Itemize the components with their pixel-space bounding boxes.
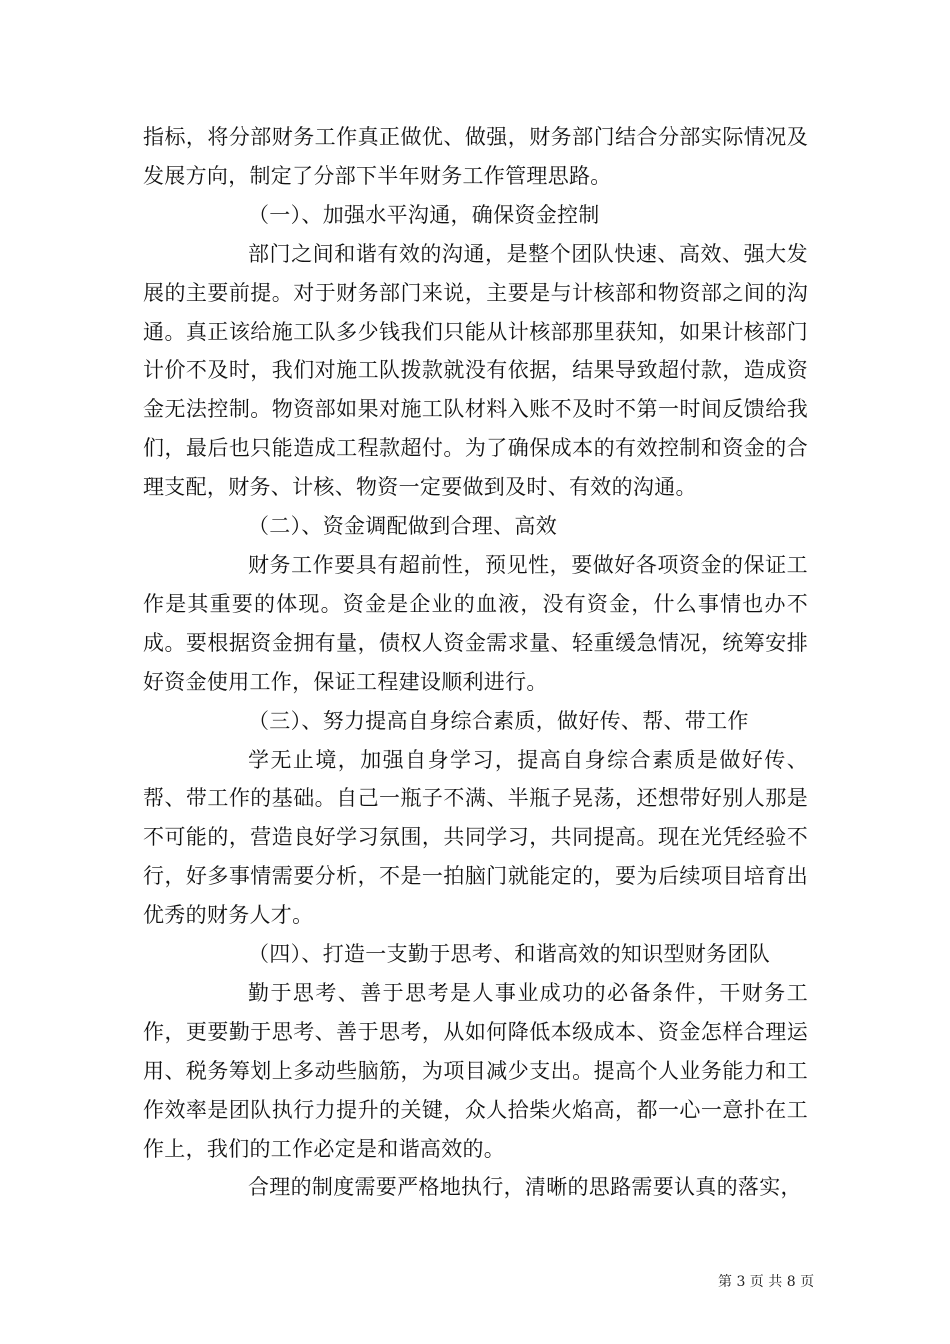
paragraph-self-improvement: 学无止境，加强自身学习，提高自身综合素质是做好传、帮、带工作的基础。自己一瓶子不满、半瓶子晃荡，还想带好别人那是不可能的，营造良好学习氛围，共同学习，共同提高。现在光凭经验不行，好多事情需要分析，不是一拍脑门就能定的，要为后续项目培育出优秀的财务人才。 [143, 747, 808, 928]
section-heading-4: （四）、打造一支勤于思考、和谐高效的知识型财务团队 [248, 942, 770, 967]
paragraph-communication: 部门之间和谐有效的沟通，是整个团队快速、高效、强大发展的主要前提。对于财务部门来说，主要是与计核部和物资部之间的沟通。真正该给施工队多少钱我们只能从计核部那里获知，如果计核部门计价不及时，我们对施工队拨款就没有依据，结果导致超付款，造成资金无法控制。物资部如果对施工队材料入账不及时不第一时间反馈给我们，最后也只能造成工程款超付。为了确保成本的有效控制和资金的合理支配，财务、计核、物资一定要做到及时、有效的沟通。 [143, 241, 808, 500]
section-heading-2: （二）、资金调配做到合理、高效 [248, 514, 557, 539]
page-number-footer: 第 3 页 共 8 页 [718, 1274, 815, 1290]
paragraph-team-building: 勤于思考、善于思考是人事业成功的必备条件，干财务工作，更要勤于思考、善于思考，从如何降低本级成本、资金怎样合理运用、税务筹划上多动些脑筋，为项目减少支出。提高个人业务能力和工作效率是团队执行力提升的关键，众人拾柴火焰高，都一心一意扑在工作上，我们的工作必定是和谐高效的。 [143, 980, 808, 1161]
document-body [143, 118, 808, 1207]
paragraph-implementation: 合理的制度需要严格地执行，清晰的思路需要认真的落实， [248, 1175, 802, 1200]
paragraph-fund-allocation: 财务工作要具有超前性，预见性，要做好各项资金的保证工作是其重要的体现。资金是企业的血液，没有资金，什么事情也办不成。要根据资金拥有量，债权人资金需求量、轻重缓急情况，统筹安排好资金使用工作，保证工程建设顺利进行。 [143, 552, 808, 694]
section-heading-1: （一）、加强水平沟通，确保资金控制 [248, 202, 600, 227]
paragraph-continuation: 指标，将分部财务工作真正做优、做强，财务部门结合分部实际情况及发展方向，制定了分部下半年财务工作管理思路。 [143, 125, 808, 188]
section-heading-3: （三）、努力提高自身综合素质，做好传、帮、带工作 [248, 708, 749, 733]
